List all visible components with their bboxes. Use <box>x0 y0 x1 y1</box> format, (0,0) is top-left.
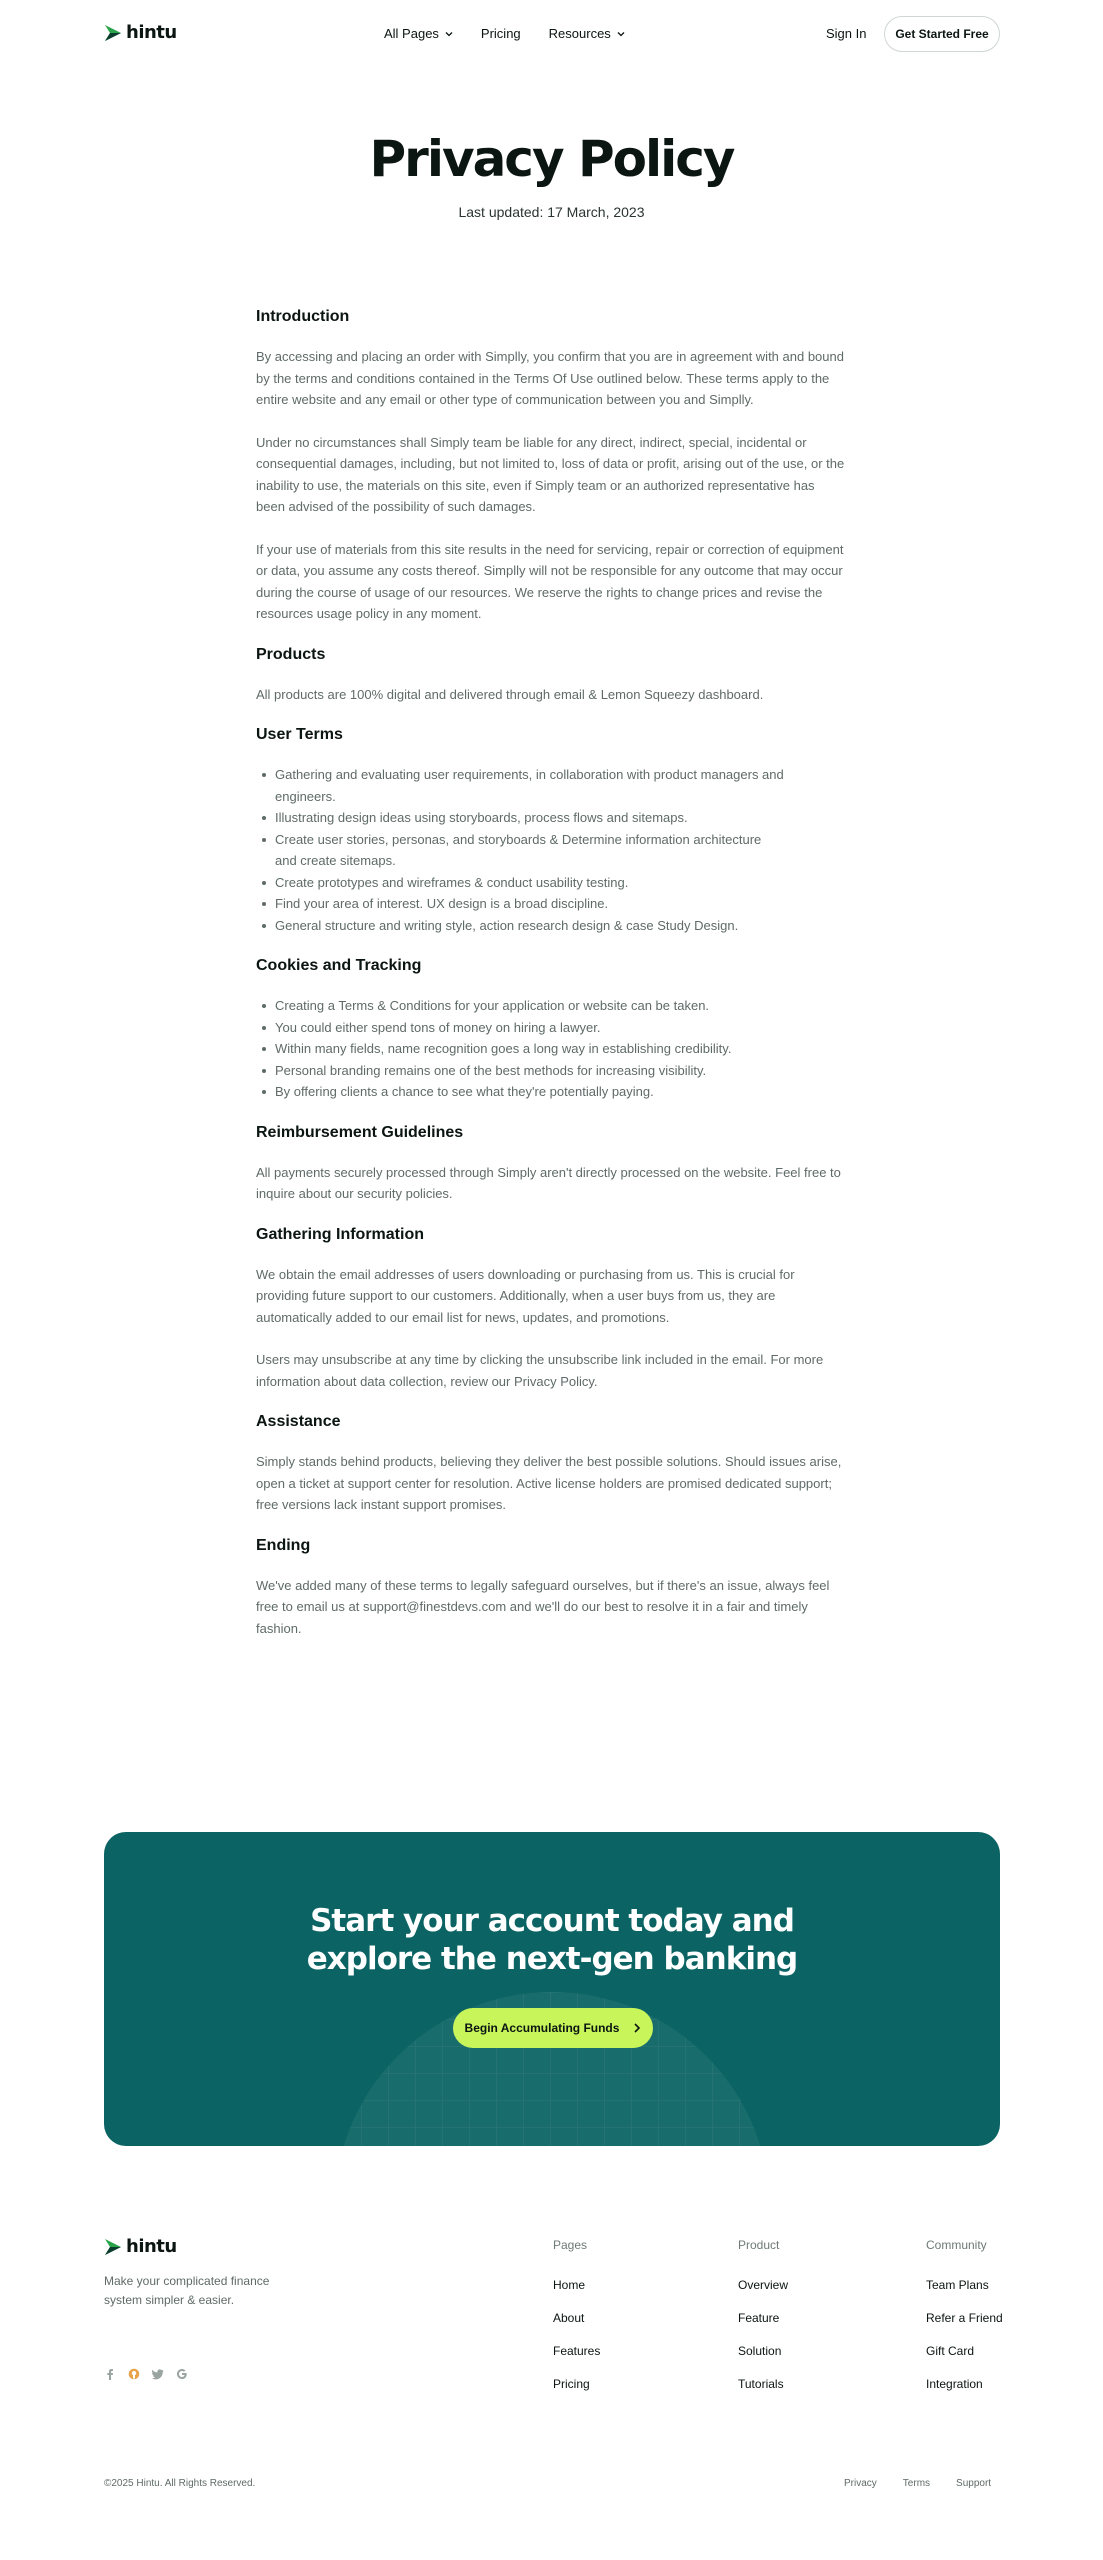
support-link[interactable]: Support <box>956 2478 992 2489</box>
footer-col-product <box>738 2238 788 2410</box>
list-item: By offering clients a chance to see what they're potentially paying. <box>256 1081 846 1103</box>
list-item: Creating a Terms & Conditions for your application or website can be taken. <box>256 995 846 1017</box>
footer-tagline: Make your complicated finance system simpler & easier. <box>104 2274 270 2307</box>
chevron-down-icon <box>445 30 453 38</box>
list-item: Create prototypes and wireframes & conduct usability testing. <box>256 872 846 894</box>
google-icon[interactable] <box>176 2368 188 2380</box>
section-gathering <box>256 1226 846 1393</box>
copyright: ©2025 Hintu. All Rights Reserved. <box>104 2478 256 2489</box>
section-heading: Cookies and Tracking <box>256 957 422 974</box>
section-heading: Assistance <box>256 1413 341 1430</box>
paragraph: We've added many of these terms to legally safeguard ourselves, but if there's an issue, always feel free to email us at support@finestdevs.com and we'll do our best to resolve it in a fair and timely fashion. <box>256 1577 830 1636</box>
page-title: Privacy Policy <box>369 130 734 188</box>
footer-link[interactable]: Solution <box>738 2344 782 2358</box>
section-reimbursement <box>256 1124 846 1205</box>
bullet-list <box>256 995 846 1103</box>
chevron-down-icon <box>617 30 625 38</box>
begin-accumulating-button[interactable] <box>453 2008 653 2048</box>
sign-in-link[interactable]: Sign In <box>826 26 867 41</box>
paragraph: Simply stands behind products, believing they deliver the best possible solutions. Should issues arise, open a ticket at support center for resolution. Active license holders are promised dedicated support; free versions lack instant support promises. <box>256 1454 842 1512</box>
paragraph: If your use of materials from this site results in the need for servicing, repair or correction of equipment or data, you assume any costs thereof. Simplly will not be responsible for any outcome that may occur during the course of usage of our resources. We reserve the rights to change prices and revise the resources usage policy in any moment. <box>256 541 844 621</box>
section-heading: Reimbursement Guidelines <box>256 1123 464 1141</box>
nav-resources-label: Resources <box>548 26 611 41</box>
cta-banner <box>104 1832 1000 2146</box>
logo-text: hintu <box>126 22 177 43</box>
paragraph: Under no circumstances shall Simply team be liable for any direct, indirect, special, incidental or consequential damages, including, but not limited to, loss of data or profit, arising out of the use, or the inability to use, the materials on this site, even if Simply team or an authorized representative has been advised of the possibility of such damages. <box>256 434 845 514</box>
paragraph: All products are 100% digital and delivered through email & Lemon Squeezy dashboard. <box>256 686 764 702</box>
nav-all-pages[interactable] <box>384 26 453 41</box>
list-item: Gathering and evaluating user requirements, in collaboration with product managers and engineers. <box>256 764 846 807</box>
footer-col-title: Pages <box>553 2238 588 2252</box>
nav-pricing[interactable] <box>481 26 521 41</box>
chevron-right-icon <box>633 2023 641 2033</box>
footer-link[interactable]: Home <box>553 2278 586 2292</box>
list-item: Create user stories, personas, and storyboards & Determine information architecture and create sitemaps. <box>256 829 846 872</box>
section-heading: Ending <box>256 1536 311 1554</box>
section-heading: Gathering Information <box>256 1225 424 1243</box>
footer-link[interactable]: Features <box>553 2344 601 2358</box>
list-item: Illustrating design ideas using storyboards, process flows and sitemaps. <box>256 807 846 829</box>
section-cookies <box>256 957 846 1103</box>
footer-link[interactable]: Gift Card <box>926 2344 975 2358</box>
paragraph: By accessing and placing an order with Simplly, you confirm that you are in agreement with and bound by the terms and conditions contained in the Terms Of Use outlined below. These terms apply to the entire website and any email or other type of communication between you and Simplly. <box>256 349 844 407</box>
footer-link[interactable]: Tutorials <box>738 2377 784 2391</box>
section-heading: Products <box>256 645 326 663</box>
footer-link[interactable]: About <box>553 2311 585 2325</box>
bullet-list <box>256 764 846 936</box>
section-ending <box>256 1537 846 1640</box>
nav-all-pages-label: All Pages <box>384 26 439 41</box>
banner-title-line: explore the next-gen banking <box>306 1941 798 1977</box>
button-label: Begin Accumulating Funds <box>464 2021 620 2035</box>
list-item: Personal branding remains one of the best methods for increasing visibility. <box>256 1060 846 1082</box>
paragraph: All payments securely processed through Simply aren't directly processed on the website. Feel free to inquire about our security policies. <box>256 1164 841 1201</box>
footer-col-title: Product <box>738 2238 780 2252</box>
nav-pricing-label: Pricing <box>480 26 521 41</box>
footer-col-community <box>926 2238 1003 2410</box>
github-icon[interactable] <box>128 2368 140 2380</box>
logo-text: hintu <box>126 2236 177 2257</box>
paragraph: We obtain the email addresses of users downloading or purchasing from us. This is crucial for providing future support to our customers. Additionally, when a user buys from us, they are automatically added to our email list for news, updates, and promotions. <box>256 1266 795 1325</box>
last-updated: Last updated: 17 March, 2023 <box>458 204 645 220</box>
list-item: Within many fields, name recognition goes a long way in establishing credibility. <box>256 1038 846 1060</box>
footer-link[interactable]: Team Plans <box>926 2278 989 2292</box>
section-products <box>256 646 846 706</box>
section-assistance <box>256 1413 846 1516</box>
banner-title <box>104 1902 1000 1978</box>
get-started-button[interactable]: Get Started Free <box>884 16 1000 52</box>
footer-link[interactable]: Refer a Friend <box>926 2311 1003 2325</box>
section-heading: Introduction <box>256 308 350 325</box>
privacy-link[interactable]: Privacy <box>844 2478 877 2489</box>
footer-link[interactable]: Overview <box>738 2278 789 2292</box>
footer-link[interactable]: Pricing <box>553 2377 590 2391</box>
footer-logo[interactable] <box>104 2236 177 2257</box>
section-user-terms <box>256 726 846 936</box>
nav-links <box>384 26 625 41</box>
banner-title-line: Start your account today and <box>310 1903 794 1939</box>
section-heading: User Terms <box>256 726 343 743</box>
social-links <box>104 2368 188 2380</box>
logo-mark-icon <box>104 24 122 42</box>
top-nav <box>104 14 1000 54</box>
twitter-icon[interactable] <box>152 2368 164 2380</box>
section-introduction <box>256 308 846 625</box>
facebook-icon[interactable] <box>104 2368 116 2380</box>
logo-mark-icon <box>104 2238 122 2256</box>
footer-col-title: Community <box>926 2238 987 2252</box>
list-item: General structure and writing style, action research design & case Study Design. <box>256 915 846 937</box>
footer-link[interactable]: Integration <box>926 2377 983 2391</box>
list-item: Find your area of interest. UX design is a broad discipline. <box>256 893 846 915</box>
logo[interactable] <box>104 22 177 43</box>
footer-link[interactable]: Feature <box>738 2311 780 2325</box>
list-item: You could either spend tons of money on hiring a lawyer. <box>256 1017 846 1039</box>
policy-content <box>256 308 846 1660</box>
paragraph: Users may unsubscribe at any time by clicking the unsubscribe link included in the email. For more information about data collection, review our Privacy Policy. <box>256 1352 824 1389</box>
terms-link[interactable]: Terms <box>902 2478 931 2489</box>
legal-links <box>844 2478 991 2489</box>
nav-resources[interactable] <box>549 26 625 41</box>
footer-col-pages <box>553 2238 600 2410</box>
